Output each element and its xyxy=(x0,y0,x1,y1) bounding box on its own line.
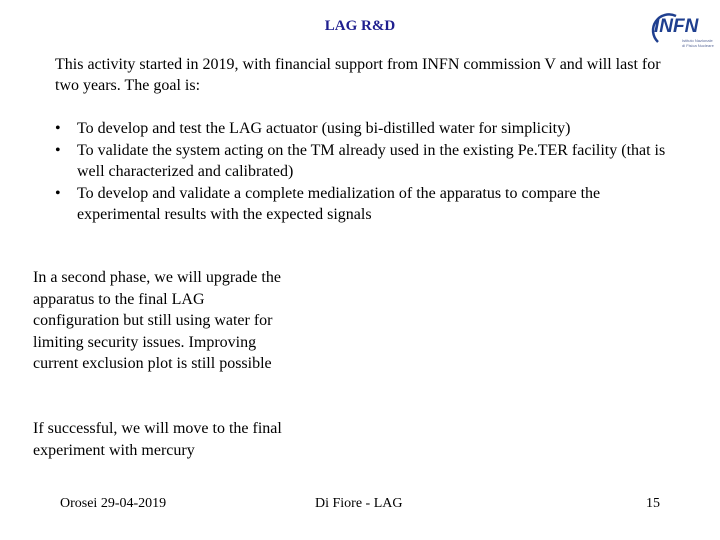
bullet-icon: • xyxy=(55,141,61,159)
bullet-icon: • xyxy=(55,120,61,137)
page-number: 15 xyxy=(646,496,660,511)
footer-author: Di Fiore - LAG xyxy=(315,496,403,511)
goal-text: To validate the system acting on the TM already used in the existing Pe.TER facility (that is well characterized and calibrated) xyxy=(77,141,666,180)
goal-item xyxy=(55,140,680,183)
goal-item xyxy=(55,118,680,140)
goal-item xyxy=(55,183,680,226)
logo-subtitle: Istituto Nazionale di Fisica Nucleare xyxy=(682,38,714,48)
second-phase-paragraph: In a second phase, we will upgrade the apparatus to the final LAG configuration but still using water for limiting security issues. Improving current exclusion plot is still possible xyxy=(33,269,281,372)
footer-date: Orosei 29-04-2019 xyxy=(60,496,167,511)
goal-text: To develop and validate a complete medialization of the apparatus to compare the experimental results with the expected signals xyxy=(77,184,601,223)
intro-paragraph: This activity started in 2019, with financial support from INFN commission V and will last for two years. The goal is: xyxy=(55,56,661,94)
bullet-icon: • xyxy=(55,184,61,202)
slide-title: LAG R&D xyxy=(324,18,396,34)
infn-logo xyxy=(650,10,716,50)
final-experiment-paragraph: If successful, we will move to the final experiment with mercury xyxy=(33,420,282,459)
goal-list xyxy=(55,118,680,226)
logo-text: INFN xyxy=(654,16,699,37)
goal-text: To develop and test the LAG actuator (using bi-distilled water for simplicity) xyxy=(77,120,571,137)
